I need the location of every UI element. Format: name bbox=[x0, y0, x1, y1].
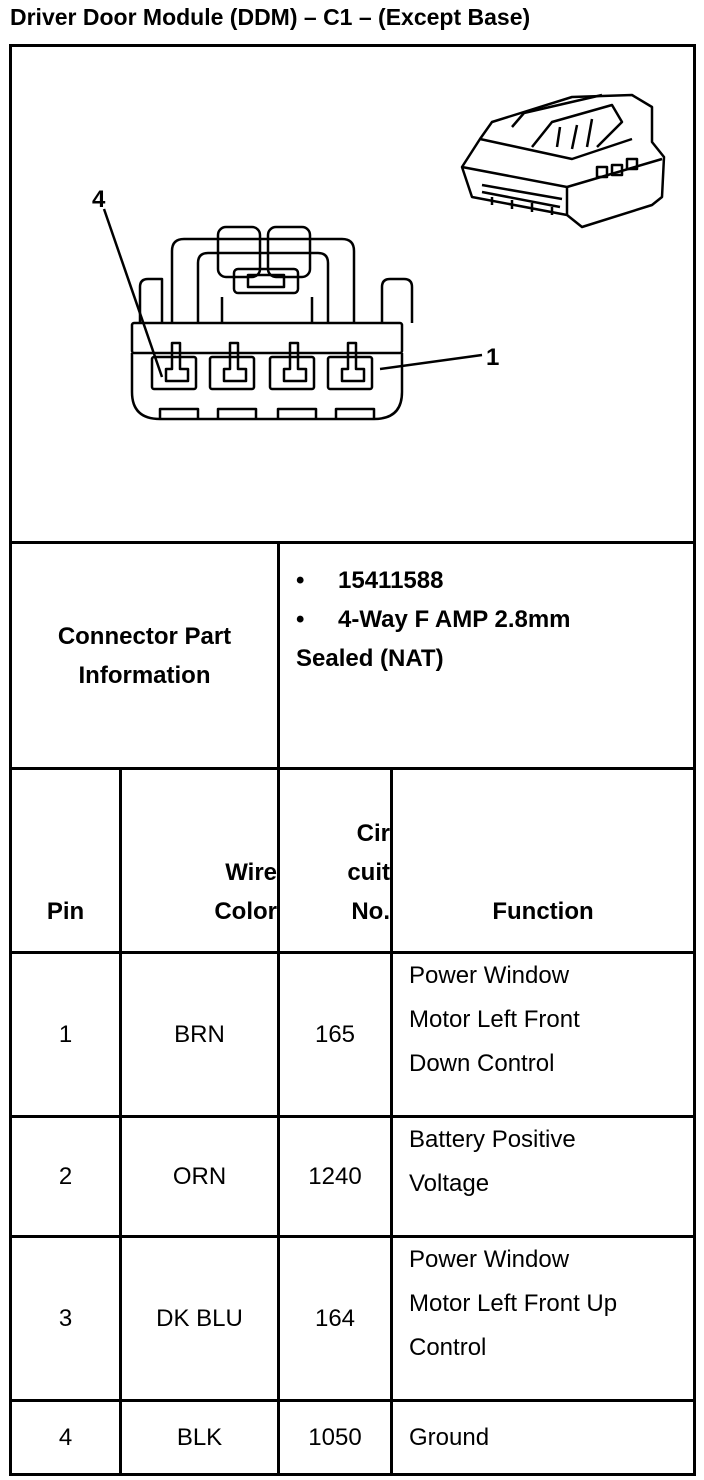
callout-1-leader bbox=[380, 355, 482, 369]
table-row-wire-color: DK BLU bbox=[156, 1304, 243, 1332]
table-row-circuit: 165 bbox=[314, 1020, 356, 1048]
table-row-circuit: 1050 bbox=[308, 1423, 362, 1451]
table-row-circuit: 1240 bbox=[308, 1162, 362, 1190]
table-row-pin: 4 bbox=[58, 1423, 73, 1451]
table-row-wire-color: ORN bbox=[172, 1162, 227, 1190]
table-row-function: Power Window Motor Left Front Down Control bbox=[409, 962, 580, 1077]
callout-1-label: 1 bbox=[486, 344, 500, 371]
connector-description-continued: Sealed (NAT) bbox=[296, 645, 444, 672]
page-title: Driver Door Module (DDM) – C1 – (Except Base) bbox=[10, 4, 531, 30]
part-number: 15411588 bbox=[338, 567, 444, 594]
header-circuit-no: Cir cuit No. bbox=[347, 820, 390, 925]
connector-3d-view-icon bbox=[462, 95, 664, 227]
connector-sheet bbox=[9, 44, 696, 1476]
table-row-circuit: 164 bbox=[314, 1304, 356, 1332]
header-function: Function bbox=[492, 898, 594, 925]
callout-4-label: 4 bbox=[92, 186, 106, 213]
table-row-function: Ground bbox=[409, 1423, 490, 1451]
connector-info-values bbox=[280, 561, 693, 678]
connector-info-label bbox=[12, 544, 277, 767]
table-row-pin: 1 bbox=[58, 1020, 73, 1048]
connector-info-label-line: Connector Part bbox=[57, 622, 232, 650]
bullet: • bbox=[296, 606, 305, 633]
header-wire-color: Wire Color bbox=[214, 859, 277, 925]
bullet-item bbox=[280, 600, 693, 639]
connector-diagram bbox=[12, 47, 693, 541]
table-row-function: Battery Positive Voltage bbox=[409, 1126, 576, 1197]
table-row-function: Power Window Motor Left Front Up Control bbox=[409, 1246, 618, 1361]
table-row-pin: 2 bbox=[58, 1162, 73, 1190]
connector-info-label-line: Information bbox=[78, 661, 211, 689]
table-row-pin: 3 bbox=[58, 1304, 73, 1332]
bullet: • bbox=[296, 567, 305, 594]
table-row-wire-color: BRN bbox=[174, 1020, 225, 1048]
header-pin: Pin bbox=[46, 898, 85, 925]
connector-face-icon bbox=[132, 227, 412, 419]
bullet-item bbox=[280, 561, 693, 600]
table-row-wire-color: BLK bbox=[176, 1423, 223, 1451]
connector-description: 4-Way F AMP 2.8mm bbox=[338, 606, 571, 633]
